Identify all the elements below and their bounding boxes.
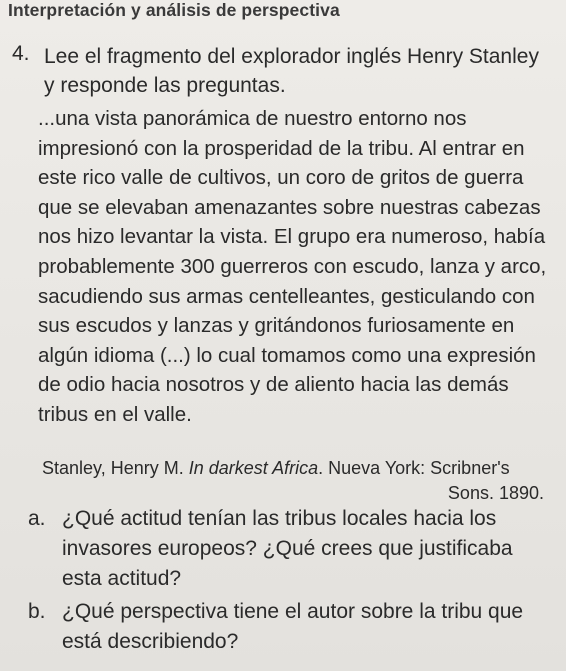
question-prompt: Lee el fragmento del explorador inglés Henry Stanley y responde las preguntas.: [44, 45, 539, 97]
subquestion-text: ¿Qué actitud tenían las tribus locales hacia los invasores europeos? ¿Qué crees que justificaba esta actitud?: [62, 507, 513, 590]
section-title: Interpretación y análisis de perspectiva: [8, 0, 340, 20]
subquestion-text: ¿Qué perspectiva tiene el autor sobre la tribu que está describiendo?: [62, 600, 524, 653]
subquestion-b: [28, 597, 558, 657]
citation-publisher: . Nueva York: Scribner's: [318, 458, 510, 478]
citation-year: Sons. 1890.: [447, 483, 544, 503]
question-number: 4.: [12, 42, 30, 65]
citation-book-title: In darkest Africa: [188, 458, 319, 478]
subquestion-letter: b.: [28, 600, 46, 623]
citation-author: Stanley, Henry M.: [42, 458, 189, 478]
citation: [42, 456, 548, 506]
subquestion-letter: a.: [28, 507, 46, 530]
subquestion-a: [28, 504, 548, 594]
excerpt-text: ...una vista panorámica de nuestro entorno nos impresionó con la prosperidad de la tribu. Al entrar en este rico valle de cultivos, un coro de gritos de guerra que se elevaban amenazantes sobre nuestras cabezas nos hizo levantar la vista. El grupo era numeroso, había probablemente 300 guerreros con escudo, lanza y arco, sacudiendo sus armas centelleantes, gesticulando con sus escudos y lanzas y gritándonos furiosamente en algún idioma (...) lo cual tomamos como una expresión de odio hacia nosotros y de aliento hacia las demás tribus en el valle.: [38, 107, 547, 426]
